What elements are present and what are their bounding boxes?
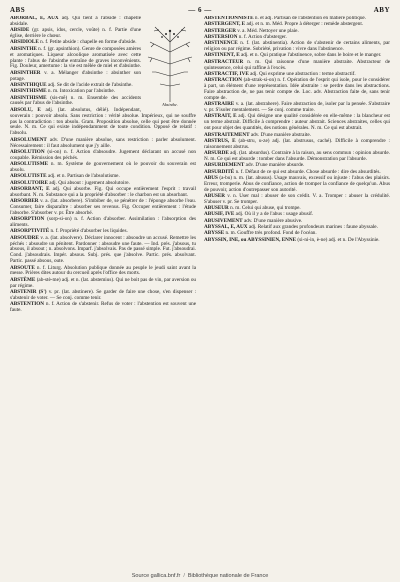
footer-source: Source gallica.bnf.fr bbox=[131, 573, 181, 579]
dictionary-entry bbox=[204, 176, 390, 194]
entry-definition: n. f. Propriété d'absorber les liquides. bbox=[50, 228, 128, 235]
dictionary-entry bbox=[10, 162, 196, 174]
dictionary-entry bbox=[10, 150, 196, 162]
entry-definition: n. f. Petite abside : chapelle en forme d'abside. bbox=[40, 39, 137, 46]
entry-definition: n. m. Qui raisonne d'une manière abstraite. Abstracteur de quintessence, celui qui raffine à l'excès. bbox=[204, 58, 390, 71]
entry-definition: adj. et n. Qui pratique l'abstinence, sobre dans le boire et le manger. bbox=[240, 52, 382, 59]
header-right-guide-word: ABY bbox=[373, 6, 390, 14]
entry-definition: (a-bu) n. m. (lat. abusus). Usage mauvais, excessif ou injuste : l'abus des plaisirs. Erreur, tromperie. Abus de confiance, action de tromper la confiance de quelqu'un. Abus de pouvoir, action d'outrepasser son autorité. bbox=[204, 174, 390, 193]
entry-headword: ABSOLUTOIRE bbox=[10, 179, 48, 186]
dictionary-entry bbox=[10, 108, 196, 138]
entry-headword: ABSOLUMENT bbox=[10, 136, 47, 143]
figure-caption: Absinthe. bbox=[162, 102, 178, 107]
page-number: — 6 — bbox=[188, 6, 212, 14]
entry-headword: ABSINTHE bbox=[10, 45, 37, 52]
entry-definition: adj. Qui absorbe. Fig. Qui occupe entièrement l'esprit : travail absorbant. N. m. Substance qui a la propriété d'absorber : le charbon est un absorbant. bbox=[10, 185, 196, 198]
entry-definition: n. f. Action d'absterger. bbox=[238, 33, 287, 40]
entry-definition: n. m. Intoxication par l'absinthe. bbox=[47, 88, 115, 95]
absinthe-plant-icon bbox=[144, 22, 196, 102]
entry-headword: ABSIDIOLE bbox=[10, 39, 39, 46]
entry-headword: ABSINTHISME bbox=[10, 94, 47, 101]
entry-definition: adv. D'une manière absurde. bbox=[245, 162, 305, 169]
dictionary-entry bbox=[204, 139, 390, 151]
entry-headword: ABSOLUTISME bbox=[10, 161, 49, 168]
entry-definition: (ab-stè-me) adj. et n. (lat. abstemius). Qui ne boit pas de vin, par aversion ou par régime. bbox=[10, 276, 196, 289]
entry-definition: v. a. (lat. absolvere). Déclarer innocent : absoudre un accusé. Remettre les péchés : absoudre un pénitent. Pardonner : absoudre une faute. — Ind. prés. j'absous, tu absous, il absout ; n. absolvons. Imparf. j'absolvais. Pas de passé simple. Fut. j'absoudrai. Cond. j'absoudrais. Impér. absous. Subj. prés. que j'absolve. Partic. prés. absolvant. Partic. passé absous, oute. bbox=[10, 234, 196, 265]
entry-headword: ABSTENTION bbox=[10, 301, 45, 308]
entry-headword: ABSOUDRE bbox=[10, 234, 39, 241]
dictionary-entry bbox=[204, 151, 390, 163]
dictionary-entry bbox=[10, 187, 196, 199]
entry-headword: ABSTRAITEMENT bbox=[204, 131, 250, 138]
entry-headword: ABYSSIN, INE, ou ABYSSINIEN, ENNE bbox=[204, 236, 297, 243]
entry-headword: ABSTRAIRE bbox=[204, 101, 235, 108]
entry-headword: ABYSSAL, E, AUX bbox=[204, 224, 248, 231]
entry-headword: ABSORBANT, E bbox=[10, 185, 50, 192]
entry-headword: ABSINTHISME bbox=[10, 88, 47, 95]
entry-definition: (ab-stru, u-ze) adj. (lat. abstrusus, caché). Difficile à comprendre : raisonnement abstrus. bbox=[204, 137, 390, 150]
entry-definition: n. et adj. Partisan de l'abstention en matière politique. bbox=[254, 16, 367, 21]
entry-definition: n. f. (lat. abstinentia). Action de s'abstenir de certains aliments, par religion ou par régime. Sobriété, privation : vivre dans l'abstinence. bbox=[204, 40, 390, 53]
entry-definition: adj. Où il y a de l'abus : usage abusif. bbox=[235, 211, 314, 218]
entry-definition: n. m. Système de gouvernement où le pouvoir du souverain est absolu. bbox=[10, 161, 196, 173]
entry-definition: adv. D'une manière abusive. bbox=[243, 217, 303, 224]
entry-definition: adj. et n. m. Méd. Propre à déterger : remède abstergent. bbox=[246, 21, 364, 28]
dictionary-entry bbox=[204, 238, 390, 244]
entry-definition: v. a. (lat. abstrahere). Faire abstraction de, isoler par la pensée. S'abstraire v. pr. S'isoler mentalement. — Se conj. comme traire. bbox=[204, 101, 390, 114]
entry-definition: n. f. Liturg. Absolution publique donnée au peuple le jeudi saint avant la messe. Prières dites autour du cercueil après l'office des morts. bbox=[10, 264, 196, 277]
entry-definition: adj. Relatif aux grandes profondeurs marines : faune abyssale. bbox=[248, 224, 378, 231]
entry-definition: n. f. (gr. apsinthion). Genre de composées amères et aromatiques. Liqueur alcoolique aromatisée avec cette plante : l'abus de l'absinthe entraîne de graves inconvénients. Fig. Douleur, amertume : la vie est mêlée de miel et d'absinthe. bbox=[10, 45, 141, 70]
entry-definition: n. f. Défaut de ce qui est absurde. Chose absurde : dire des absurdités. bbox=[235, 168, 381, 175]
entry-headword: ABSTRUS, E bbox=[204, 137, 236, 144]
dictionary-entry bbox=[10, 199, 196, 217]
entry-headword: ABUSEUR bbox=[204, 205, 229, 212]
entry-definition: adv. D'une manière absolue, sans restriction : parler absolument. Nécessairement : il faut absolument que j'y aille. bbox=[10, 136, 196, 149]
entry-definition: adj. Se dit de l'acide extrait de l'absinthe. bbox=[47, 81, 133, 88]
dictionary-entry bbox=[10, 278, 196, 290]
entry-headword: ABSTRAIT, E bbox=[204, 113, 237, 120]
entry-headword: ABSORPTIVITÉ bbox=[10, 228, 50, 235]
footer-separator: / bbox=[183, 573, 185, 579]
entry-definition: (ab-strak-si-on) n. f. Opération de l'esprit qui isole, pour le considérer à part, un élément d'une représentation. Idée abstraite : se perdre dans les abstractions. Faire abstraction de, ne pas tenir compte de. Loc. adv. Abstraction faite de, sans tenir compte de. bbox=[204, 77, 390, 101]
entry-headword: ABSTRACTIF, IVE bbox=[204, 70, 249, 77]
entry-headword: ABSURDE bbox=[204, 150, 229, 157]
dictionary-entry bbox=[10, 302, 196, 314]
entry-definition: adj. (lat. absolutus, délié). Indépendant, souverain : pouvoir absolu. Sans restriction : vérité absolue. Impérieux, qui ne souffre pas la contradiction : ton absolu. Gram. Proposition absolue, celle qui peut être donnée seule. N. m. Ce qui existe indépendamment de toute condition. Opposé de relatif : l'absolu. bbox=[10, 106, 196, 137]
footer-library: Bibliothèque nationale de France bbox=[187, 573, 269, 579]
entry-definition: n. m. Gouffre très profond. Fond de l'océan. bbox=[225, 230, 317, 237]
entry-definition: n. m. Celui qui abuse, qui trompe. bbox=[230, 205, 301, 212]
entry-headword: ABSTINENCE bbox=[204, 40, 238, 47]
entry-headword: ABSTRACTEUR bbox=[204, 58, 244, 65]
entry-headword: ABUSIVEMENT bbox=[204, 217, 243, 224]
entry-headword: ABSOLU, E bbox=[10, 106, 41, 113]
entry-headword: ABSURDEMENT bbox=[204, 162, 245, 169]
entry-definition: (si-ni-in, è-ne) adj. et n. De l'Abyssinie. bbox=[297, 236, 380, 243]
entry-definition: adj. et n. Partisan de l'absolutisme. bbox=[47, 173, 120, 180]
entry-headword: ABSORBER bbox=[10, 198, 39, 205]
entry-definition: (gr. apsis, idos, cercle, voûte) n. f. Partie d'une église, derrière le chœur. bbox=[10, 27, 142, 40]
entry-headword: ABSTÈME bbox=[10, 276, 36, 283]
entry-headword: ABSTRACTION bbox=[204, 77, 243, 84]
header-left-guide-word: ABS bbox=[10, 6, 26, 14]
entry-definition: adv. D'une manière abstraite. bbox=[250, 131, 311, 138]
entry-definition: adj. Qui tient à l'abside : chapelle absidale. bbox=[10, 16, 141, 27]
entry-headword: ABSTINENT, E bbox=[204, 52, 240, 59]
entry-headword: ABSOLUTISTE bbox=[10, 173, 47, 180]
dictionary-entry bbox=[204, 102, 390, 114]
entry-definition: adj. Qui absout : jugement absolutoire. bbox=[49, 179, 130, 186]
entry-definition: (sis-mê) n. m. Ensemble des accidents causés par l'abus de l'absinthe. bbox=[10, 94, 141, 107]
entry-definition: v. pr. (lat. abstinere). Se garder de faire une chose, s'en dispenser : s'abstenir de voter. — Se conj. comme tenir. bbox=[10, 288, 196, 301]
entry-headword: ABSOLUTION bbox=[10, 148, 45, 155]
entry-headword: ABSIDE bbox=[10, 27, 30, 34]
entry-headword: ABORBAL, E, AUX bbox=[10, 16, 59, 21]
entry-headword: ABSTERGER bbox=[204, 27, 236, 34]
entry-headword: ABSTERSION bbox=[204, 33, 238, 40]
entry-definition: v. a. Méd. Nettoyer une plaie. bbox=[237, 27, 299, 34]
page-footer bbox=[0, 573, 400, 579]
entry-headword: ABSTENIR (S') bbox=[10, 288, 47, 295]
entry-definition: adj. Qui exprime une abstraction : terme abstractif. bbox=[250, 70, 356, 77]
entry-definition: v. a. (lat. absorbere). S'imbiber de, se pénétrer de : l'éponge absorbe l'eau. Consumer, faire disparaître : absorber ses revenus. Fig. Occuper entièrement : l'étude l'absorbe. S'absorber v. pr. Être absorbé. bbox=[10, 198, 196, 216]
entry-definition: adj. Qui désigne une qualité considérée en elle-même : la blancheur est un terme abstrait. Difficile à comprendre : auteur abstrait. Sciences abstraites, celles qui ont pour objet des quantités, des notions générales. N. m. Ce qui est abstrait. bbox=[204, 113, 390, 132]
entry-headword: ABSINTHIQUE bbox=[10, 81, 47, 88]
page-header bbox=[10, 6, 390, 16]
entry-headword: ABUSER bbox=[204, 192, 226, 199]
absinthe-illustration bbox=[144, 22, 196, 110]
dictionary-entry bbox=[10, 236, 196, 266]
entry-headword: ABSORPTION bbox=[10, 216, 45, 223]
entry-headword: ABSTENTIONNISTE bbox=[204, 16, 254, 21]
entry-headword: ABSURDITÉ bbox=[204, 168, 235, 175]
dictionary-entry bbox=[204, 114, 390, 132]
entry-definition: adj. (lat. absurdus). Contraire à la raison, au sens commun : opinion absurde. N. m. Ce qui est absurde : tomber dans l'absurde. Démonstration par l'absurde. bbox=[204, 150, 390, 162]
dictionary-entry bbox=[204, 194, 390, 206]
entry-definition: (sorp-si-on) n. f. Action d'absorber. Assimilation : l'absorption des aliments. bbox=[10, 216, 196, 229]
right-column bbox=[204, 16, 390, 568]
entry-headword: ABSOUTE bbox=[10, 264, 35, 271]
entry-definition: (si-on) n. f. Action d'absoudre. Jugement déclarant un accusé non coupable. Rémission des péchés. bbox=[10, 148, 196, 161]
left-column bbox=[10, 16, 196, 568]
entry-headword: ABSTERGENT, E bbox=[204, 21, 246, 28]
entry-definition: v. a. Mélanger d'absinthe : absinther son potage. bbox=[10, 69, 141, 82]
entry-definition: v. n. User mal : abuser de son crédit. V. a. Tromper : abuser la crédulité. S'abuser v. pr. Se tromper. bbox=[204, 192, 390, 205]
entry-headword: ABUSIF, IVE bbox=[204, 211, 235, 218]
dictionary-entry bbox=[204, 41, 390, 53]
dictionary-entry bbox=[10, 138, 196, 150]
dictionary-entry bbox=[204, 78, 390, 102]
dictionary-entry bbox=[10, 266, 196, 278]
entry-definition: n. f. Action de s'abstenir. Refus de voter : l'abstention est souvent une faute. bbox=[10, 301, 196, 314]
entry-headword: ABSINTHER bbox=[10, 69, 41, 76]
entry-headword: ABUS bbox=[204, 174, 218, 181]
dictionary-entry bbox=[204, 60, 390, 72]
entry-headword: ABYSSE bbox=[204, 230, 225, 237]
